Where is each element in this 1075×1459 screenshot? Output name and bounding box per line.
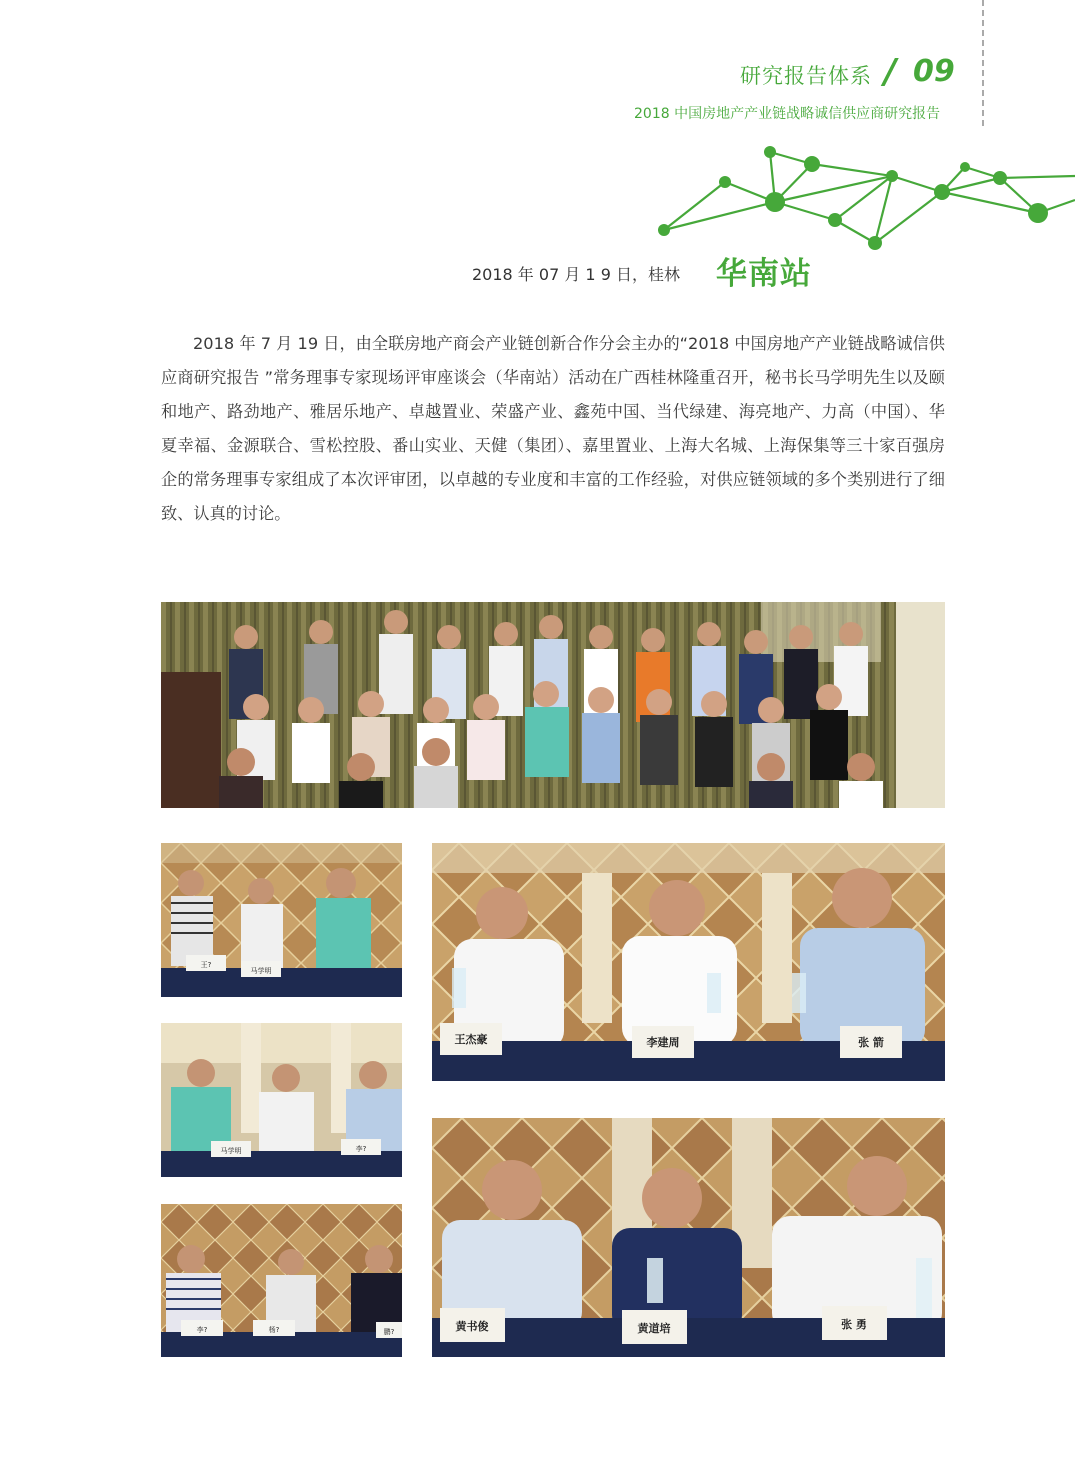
nameplate-wangjiehao: 王杰豪	[454, 1033, 488, 1046]
group-photo	[161, 602, 945, 808]
nameplate: 马学明	[220, 1147, 242, 1155]
nameplate-zhangjian: 张 箭	[858, 1036, 884, 1049]
meeting-photo-small-3	[161, 1204, 402, 1357]
header-divider-dashed	[982, 0, 984, 126]
meeting-photo-small-2	[161, 1023, 402, 1177]
nameplate: 李?	[355, 1145, 367, 1153]
nameplate: 马学明	[250, 967, 272, 975]
station-title: 华南站	[716, 256, 812, 292]
nameplate: 鹏?	[383, 1328, 395, 1336]
report-title: 2018 中国房地产产业链战略诚信供应商研究报告	[634, 106, 941, 122]
nameplate-zhangyong: 张 勇	[841, 1318, 867, 1331]
nameplate-huangshujun: 黄书俊	[455, 1320, 489, 1333]
section-title: 研究报告体系	[740, 64, 872, 88]
page-number: 09	[913, 54, 955, 89]
event-date-location: 2018 年 07 月 1 9 日，桂林	[472, 265, 680, 284]
nameplate: 杨?	[268, 1326, 280, 1334]
nameplate: 王?	[200, 961, 212, 969]
event-description: 2018 年 7 月 19 日，由全联房地产商会产业链创新合作分会主办的“2018 中国房地产产业链战略诚信供应商研究报告 ”常务理事专家现场评审座谈会（华南站）活动在广西桂林隆重召开，秘书长马学明先生以及颐和地产、路劲地产、雅居乐地产、卓越置业、荣盛产业、鑫苑中国、当代绿建、海亮地产、力高（中国）、华夏幸福、金源联合、雪松控股、番山实业、天健（集团）、嘉里置业、上海大名城、上海保集等三十家百强房企的常务理事专家组成了本次评审团，以卓越的专业度和丰富的工作经验，对供应链领域的多个类别进行了细致、认真的讨论。	[161, 334, 945, 523]
title-slash: /	[884, 52, 897, 92]
meeting-photo-large-1	[432, 843, 945, 1081]
meeting-photo-small-1	[161, 843, 402, 997]
nameplate-huangdaopei: 黄道培	[637, 1322, 671, 1335]
network-graphic	[650, 140, 1075, 255]
nameplate-lijianzhou: 李建周	[646, 1036, 680, 1049]
nameplate: 李?	[196, 1326, 208, 1334]
meeting-photo-large-2	[432, 1118, 945, 1357]
